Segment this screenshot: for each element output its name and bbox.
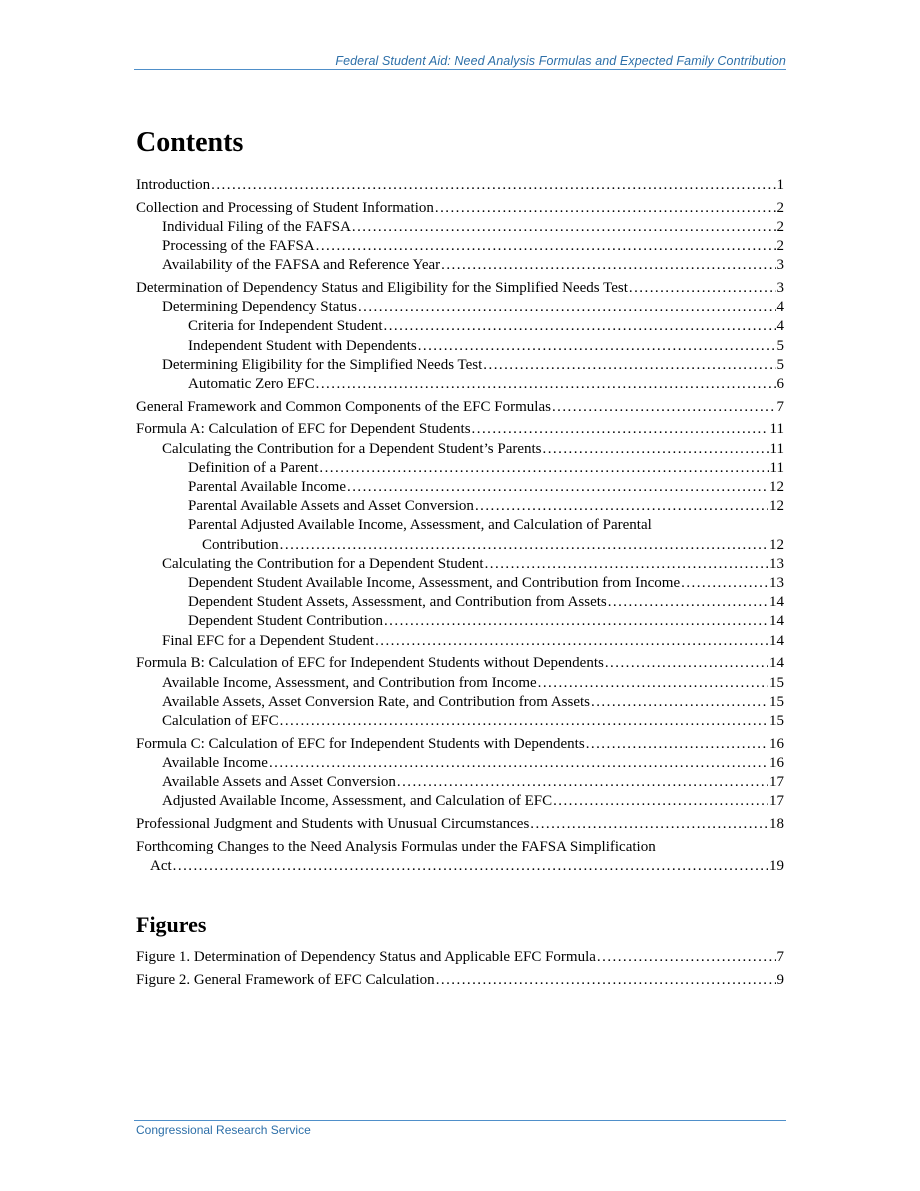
toc-entry-page: 12 (769, 479, 784, 496)
toc-entry-page: 5 (776, 337, 784, 354)
dot-leader (543, 440, 769, 459)
figure-entry-page: 7 (776, 949, 784, 966)
toc-entry-page: 15 (769, 674, 784, 691)
toc-entry[interactable] (136, 712, 784, 731)
dot-leader (472, 420, 769, 439)
toc-entry[interactable] (136, 337, 784, 356)
footer-rule (134, 1120, 786, 1121)
toc-entry-page: 4 (776, 318, 784, 335)
toc-entry[interactable] (136, 574, 784, 593)
dot-leader (530, 815, 768, 834)
running-header: Federal Student Aid: Need Analysis Formulas and Expected Family Contribution (335, 54, 786, 68)
toc-entry-page: 2 (776, 218, 784, 235)
figure-entry-page: 9 (776, 971, 784, 988)
toc-entry-title: Formula C: Calculation of EFC for Independent Students with Dependents (136, 735, 585, 752)
toc-entry[interactable] (136, 735, 784, 754)
toc-entry-title: Criteria for Independent Student (188, 318, 383, 335)
toc-entry[interactable] (136, 317, 784, 336)
toc-entry-page: 6 (776, 376, 784, 393)
toc-entry[interactable] (136, 420, 784, 439)
toc-entry-page: 14 (769, 613, 784, 630)
toc-entry[interactable] (136, 773, 784, 792)
toc-entry[interactable] (136, 218, 784, 237)
dot-leader (280, 712, 768, 731)
toc-entry-title: Formula A: Calculation of EFC for Dependent Students (136, 421, 471, 438)
dot-leader (681, 574, 768, 593)
toc-entry-page: 14 (769, 655, 784, 672)
toc-entry-page: 3 (776, 257, 784, 274)
toc-entry-page: 11 (769, 440, 784, 457)
dot-leader (418, 337, 776, 356)
toc-entry-title: Calculating the Contribution for a Dependent Student’s Parents (162, 440, 542, 457)
toc-entry-title: Availability of the FAFSA and Reference Year (162, 257, 441, 274)
toc-entry[interactable] (136, 279, 784, 298)
toc-entry-title-continued: Act (150, 857, 172, 874)
dot-leader (347, 478, 768, 497)
toc-entry-title: Collection and Processing of Student Information (136, 199, 434, 216)
dot-leader (553, 792, 768, 811)
toc-entry-page: 15 (769, 712, 784, 729)
figure-entry-title: Figure 2. General Framework of EFC Calculation (136, 971, 435, 988)
dot-leader (605, 654, 768, 673)
toc-entry-title-continued: Contribution (202, 536, 279, 553)
toc-entry[interactable] (136, 815, 784, 834)
toc-entry-title: Adjusted Available Income, Assessment, and Calculation of EFC (162, 793, 553, 810)
toc-entry-title: Formula B: Calculation of EFC for Independent Students without Dependents (136, 655, 604, 672)
toc-entry-title: Dependent Student Available Income, Assessment, and Contribution from Income (188, 575, 681, 592)
dot-leader (397, 773, 768, 792)
toc-entry-title: Definition of a Parent (188, 459, 319, 476)
toc-entry[interactable] (136, 398, 784, 417)
dot-leader (435, 199, 776, 218)
toc-entry-title: Calculating the Contribution for a Dependent Student (162, 555, 484, 572)
toc-entry-page: 16 (769, 754, 784, 771)
toc-entry[interactable] (136, 593, 784, 612)
toc-entry-title: Automatic Zero EFC (188, 376, 315, 393)
dot-leader (441, 256, 775, 275)
dot-leader (375, 632, 768, 651)
toc-entry[interactable] (136, 440, 784, 459)
dot-leader (358, 298, 776, 317)
dot-leader (173, 857, 768, 876)
toc-entry[interactable] (136, 237, 784, 256)
dot-leader (538, 674, 768, 693)
toc-entry[interactable] (136, 356, 784, 375)
toc-entry[interactable] (136, 612, 784, 631)
toc-entry-title: Independent Student with Dependents (188, 337, 417, 354)
toc-entry-title: Calculation of EFC (162, 712, 279, 729)
toc-entry-page: 5 (776, 356, 784, 373)
dot-leader (384, 612, 768, 631)
toc-entry[interactable] (136, 497, 784, 516)
dot-leader (597, 948, 776, 967)
toc-entry-page: 2 (776, 238, 784, 255)
toc-entry-page: 19 (769, 857, 784, 874)
dot-leader (316, 237, 776, 256)
toc-entry-page: 7 (776, 398, 784, 415)
dot-leader (316, 375, 776, 394)
document-body (136, 126, 784, 990)
dot-leader (483, 356, 775, 375)
figure-entry-title: Figure 1. Determination of Dependency Status and Applicable EFC Formula (136, 949, 596, 966)
toc-entry-title: Available Income (162, 754, 268, 771)
toc-entry-page: 3 (776, 280, 784, 297)
toc-entry-page: 13 (769, 575, 784, 592)
toc-entry-title: Processing of the FAFSA (162, 238, 315, 255)
figure-entry[interactable] (136, 948, 784, 967)
toc-entry-title: Dependent Student Assets, Assessment, and Contribution from Assets (188, 594, 607, 611)
toc-entry-page: 12 (769, 498, 784, 515)
dot-leader (319, 459, 768, 478)
toc-entry-title: Parental Adjusted Available Income, Assessment, and Calculation of Parental (188, 517, 652, 534)
toc-entry-page: 17 (769, 774, 784, 791)
footer-agency: Congressional Research Service (136, 1123, 311, 1137)
dot-leader (586, 735, 768, 754)
toc-entry-title: Determining Eligibility for the Simplified Needs Test (162, 356, 483, 373)
toc-entry-title: Introduction (136, 177, 211, 193)
toc-entry[interactable] (136, 632, 784, 651)
toc-entry-title: Determining Dependency Status (162, 299, 357, 316)
toc-entry-title: Parental Available Income (188, 479, 346, 496)
toc-entry-title: Forthcoming Changes to the Need Analysis Formulas under the FAFSA Simplification (136, 838, 656, 855)
toc-entry-page: 18 (769, 816, 784, 832)
toc-entry[interactable] (136, 693, 784, 712)
dot-leader (591, 693, 768, 712)
figure-entry[interactable] (136, 971, 784, 990)
toc-entry[interactable] (136, 459, 784, 478)
toc-entry-page: 11 (769, 421, 784, 438)
toc-entry[interactable] (136, 298, 784, 317)
toc-entry[interactable] (136, 176, 784, 195)
toc-entry-page: 1 (776, 177, 784, 193)
toc-entry-page: 12 (769, 536, 784, 553)
toc-entry-page: 4 (776, 299, 784, 316)
dot-leader (280, 536, 768, 555)
toc-entry[interactable] (136, 754, 784, 773)
toc-entry-title: Available Assets, Asset Conversion Rate, and Contribution from Assets (162, 693, 591, 710)
toc-entry-title: Parental Available Assets and Asset Conversion (188, 498, 474, 515)
toc-entry-page: 15 (769, 693, 784, 710)
toc-entry[interactable] (136, 256, 784, 275)
toc-entry-title: Individual Filing of the FAFSA (162, 218, 351, 235)
figures-heading: Figures (136, 912, 207, 938)
toc-entry[interactable] (136, 375, 784, 394)
toc-entry[interactable] (136, 838, 784, 876)
dot-leader (552, 398, 776, 417)
toc-entry[interactable] (136, 478, 784, 497)
dot-leader (485, 555, 768, 574)
dot-leader (352, 218, 776, 237)
dot-leader (608, 593, 768, 612)
toc-entry-page: 16 (769, 735, 784, 752)
toc-entry[interactable] (136, 792, 784, 811)
toc-entry-title: General Framework and Common Components of the EFC Formulas (136, 398, 551, 415)
toc-entry-page: 11 (769, 459, 784, 476)
dot-leader (384, 317, 776, 336)
toc-entry-title: Professional Judgment and Students with Unusual Circumstances (136, 816, 530, 832)
dot-leader (211, 176, 775, 195)
dot-leader (269, 754, 768, 773)
toc-entry-title: Determination of Dependency Status and Eligibility for the Simplified Needs Test (136, 280, 628, 297)
dot-leader (629, 279, 776, 298)
toc-entry-title: Dependent Student Contribution (188, 613, 383, 630)
header-rule (134, 69, 786, 70)
toc-entry-title: Available Income, Assessment, and Contribution from Income (162, 674, 537, 691)
toc-entry[interactable] (136, 199, 784, 218)
dot-leader (475, 497, 768, 516)
toc-entry[interactable] (136, 516, 784, 554)
toc-entry-title: Final EFC for a Dependent Student (162, 632, 375, 649)
toc-entry-page: 17 (769, 793, 784, 810)
dot-leader (436, 971, 776, 990)
toc-entry[interactable] (136, 555, 784, 574)
contents-heading: Contents (136, 127, 244, 158)
toc-entry[interactable] (136, 654, 784, 673)
toc-entry-page: 13 (769, 555, 784, 572)
toc-entry-page: 14 (769, 594, 784, 611)
toc-entry-page: 14 (769, 632, 784, 649)
toc-entry-page: 2 (776, 199, 784, 216)
toc-entry[interactable] (136, 674, 784, 693)
toc-entry-title: Available Assets and Asset Conversion (162, 774, 396, 791)
